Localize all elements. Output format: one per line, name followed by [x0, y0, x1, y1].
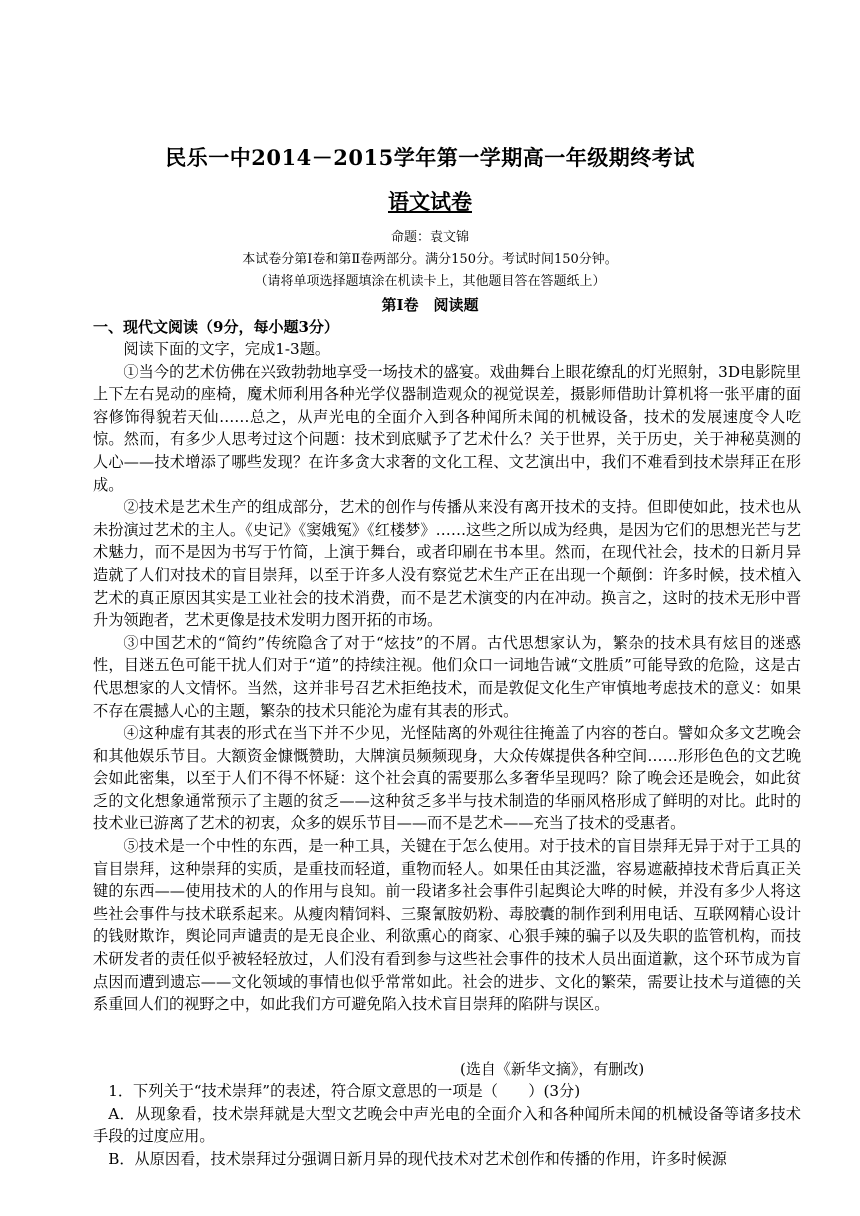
exam-title: 民乐一中2014－2015学年第一学期高一年级期终考试	[165, 145, 695, 170]
paragraph-5: ⑤技术是一个中性的东西，是一种工具，关键在于怎么使用。对于技术的盲目崇拜无异于对于工具的盲目崇拜，这种崇拜的实质，是重技而轻道，重物而轻人。如果任由其泛滥，容易遮蔽掉技术背后真正关键的东西——使用技术的人的作用与良知。前一段诸多社会事件引起舆论大哗的时候，并没有多少人将这些社会事件与技术联系起来。从瘦肉精饲料、三聚氰胺奶粉、毒胶囊的制作到利用电话、互联网精心设计的钱财欺诈，舆论同声谴责的是无良企业、利欲熏心的商家、心狠手辣的骗子以及失职的监管机构，而技术研发者的责任似乎被轻轻放过，人们没有看到参与这些社会事件的技术人员出面道歉，这个环节成为盲点因而遭到遗忘——文化领域的事情也似乎常常如此。社会的进步、文化的繁荣，需要让技术与道德的关系重回人们的视野之中，如此我们方可避免陷入技术盲目崇拜的陷阱与误区。	[93, 837, 801, 1014]
paragraph-2: ②技术是艺术生产的组成部分，艺术的创作与传播从来没有离开技术的支持。但即使如此，技术也从未扮演过艺术的主人。《史记》《窦娥冤》《红楼梦》……这些之所以成为经典，是因为它们的思想光芒与艺术魅力，而不是因为书写于竹简，上演于舞台，或者印刷在书本里。然而，在现代社会，技术的日新月异造就了人们对技术的盲目崇拜，以至于许多人没有察觉艺术生产正在出现一个颠倒：许多时候，技术植入艺术的真正原因其实是工业社会的技术消费，而不是艺术演变的内在冲动。换言之，这时的技术无形中晋升为领跑者，艺术更像是技术发明力图开拓的市场。	[93, 498, 801, 630]
paragraph-4: ④这种虚有其表的形式在当下并不少见，光怪陆离的外观往往掩盖了内容的苍白。譬如众多文艺晚会和其他娱乐节目。大额资金慷慨赞助，大牌演员频频现身，大众传媒提供各种空间……形形色色的文艺晚会如此密集，以至于人们不得不怀疑：这个社会真的需要那么多奢华呈现吗？除了晚会还是晚会，如此贫乏的文化想象通常预示了主题的贫乏——这种贫乏多半与技术制造的华丽风格形成了鲜明的对比。此时的技术业已游离了艺术的初衷，众多的娱乐节目——而不是艺术——充当了技术的受惠者。	[93, 724, 801, 833]
exam-subtitle: 语文试卷	[388, 189, 472, 214]
author-line: 命题：袁文锦	[390, 230, 469, 245]
section-title: 一、现代文阅读（9分，每小题3分）	[93, 318, 339, 336]
question-1-option-a: A．从现象看，技术崇拜就是大型文艺晚会中声光电的全面介入和各种闻所未闻的机械设备等诸多技术手段的过度应用。	[93, 1104, 801, 1146]
question-1-stem: 1．下列关于“技术崇拜”的表述，符合原文意思的一项是（ ）(3分)	[108, 1082, 581, 1100]
question-1-option-b: B．从原因看，技术崇拜过分强调日新月异的现代技术对艺术创作和传播的作用，许多时候源	[108, 1149, 727, 1168]
paragraph-3: ③中国艺术的“简约”传统隐含了对于“炫技”的不屑。古代思想家认为，繁杂的技术具有炫目的迷惑性，目迷五色可能干扰人们对于“道”的持续注视。他们众口一词地告诫“文胜质”可能导致的危险，这是古代思想家的人文情怀。当然，这并非号召艺术拒绝技术，而是敦促文化生产审慎地考虑技术的意义：如果不存在震撼人心的主题，繁杂的技术只能沦为虚有其表的形式。	[93, 633, 801, 720]
part-title: 第Ⅰ卷 阅读题	[381, 296, 479, 314]
question-1	[93, 1080, 801, 1170]
reading-passage	[93, 338, 801, 1016]
paragraph-1: ①当今的艺术仿佛在兴致勃勃地享受一场技术的盛宴。戏曲舞台上眼花缭乱的灯光照射，3D电影院里上下左右晃动的座椅，魔术师利用各种光学仪器制造观众的视觉误差，摄影师借助计算机将一张平庸的面容修饰得貌若天仙……总之，从声光电的全面介入到各种闻所未闻的机械设备，技术的发展速度令人吃惊。然而，有多少人思考过这个问题：技术到底赋予了艺术什么？关于世界，关于历史，关于神秘莫测的人心——技术增添了哪些发现？在许多贪大求奢的文化工程、文艺演出中，我们不难看到技术崇拜正在形成。	[93, 362, 801, 494]
exam-info-line: 本试卷分第Ⅰ卷和第Ⅱ卷两部分。满分150分。考试时间150分钟。	[242, 252, 618, 267]
exam-note-line: （请将单项选择题填涂在机读卡上，其他题目答在答题纸上）	[254, 274, 606, 289]
passage-source: (选自《新华文摘》，有删改)	[460, 1060, 645, 1078]
instruction-text: 阅读下面的文字，完成1-3题。	[123, 340, 331, 358]
